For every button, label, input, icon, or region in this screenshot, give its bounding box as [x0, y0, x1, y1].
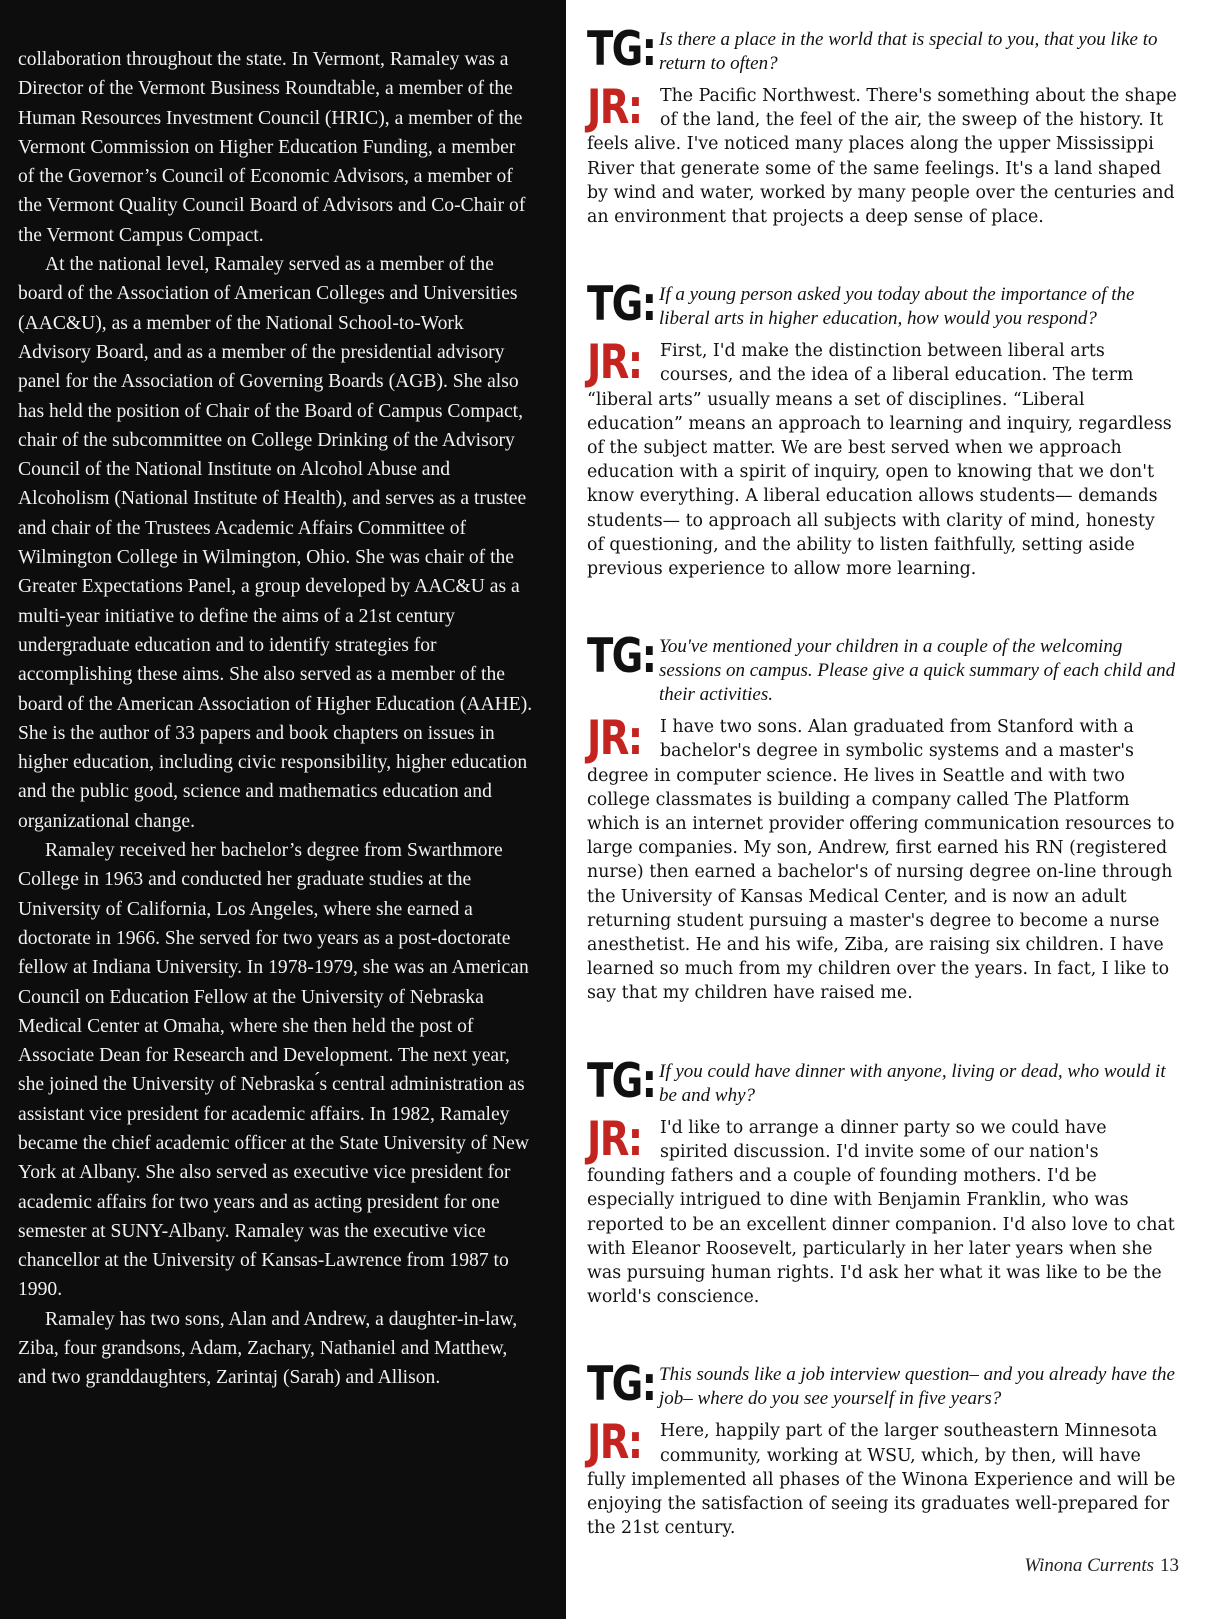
bio-paragraph-2: At the national level, Ramaley served as a member of the board of the Association of American Colleges and Universities (AAC&U), as a member of the National School-to-Work Advisory Board, and as a member of the presidential advisory panel for the Association of Governing Boards (AGB). She also has held the position of Chair of the Board of Campus Compact, chair of the subcommittee on College Drinking of the Advisory Council of the National Institute on Alcohol Abuse and Alcoholism (National Institute of Health), and serves as a trustee and chair of the Trustees Academic Affairs Committee of Wilmington College in Wilmington, Ohio. She was chair of the Greater Expectations Panel, a group developed by AAC&U as a multi-year initiative to define the aims of a 21st century undergraduate education and to identify strategies for accomplishing these aims. She also served as a member of the board of the American Association of Higher Education (AAHE). She is the author of 33 papers and book chapters on issues in higher education, including civic responsibility, higher education and the public good, science and mathematics education and organizational change. [18, 254, 533, 832]
answer-text: Here, happily part of the larger southeastern Minnesota community, working at WSU, which, by then, will have fully implemented all phases of the Winona Experience and will be enjoying the satisfaction of seeing its graduates well-prepared for the 21st century. [587, 1421, 1176, 1539]
interviewer-tag: TG: [587, 1053, 656, 1109]
interviewer-tag: TG: [587, 629, 656, 685]
answer-block [587, 1415, 1177, 1540]
qa-block-2 [587, 277, 1177, 581]
question-text: Is there a place in the world that is special to you, that you like to return to often? [659, 29, 1158, 74]
interviewer-tag: TG: [587, 277, 656, 333]
question-text: If you could have dinner with anyone, living or dead, who would it be and why? [659, 1060, 1166, 1106]
bio-paragraph-4: Ramaley has two sons, Alan and Andrew, a daughter-in-law, Ziba, four grandsons, Adam, Zachary, Nathaniel and Matthew, and two granddaughters, Zarintaj (Sarah) and Allison. [18, 1308, 518, 1389]
answer-text: I'd like to arrange a dinner party so we could have spirited discussion. I'd invite some of our nation's founding fathers and a couple of founding mothers. I'd be especially intrigued to dine with Benjamin Franklin, who was reported to be an excellent dinner companion. I'd also love to chat with Eleanor Roosevelt, particularly in her later years when she was pursuing human rights. I'd ask her what it was like to be the world's conscience. [587, 1117, 1175, 1308]
qa-block-1 [587, 22, 1177, 229]
question-text: This sounds like a job interview question– and you already have the job– where do you see yourself in five years? [659, 1364, 1175, 1410]
answer-block [587, 80, 1177, 229]
answer-block [587, 335, 1177, 581]
publication-name: Winona Currents [1024, 1555, 1154, 1576]
qa-block-4 [587, 1053, 1177, 1310]
bio-paragraph-3: Ramaley received her bachelor’s degree from Swarthmore College in 1963 and conducted her graduate studies at the University of California, Los Angeles, where she earned a doctorate in 1966. She served for two years as a post-doctorate fellow at Indiana University. In 1978-1979, she was an American Council on Education Fellow at the University of Nebraska Medical Center at Omaha, where she then held the post of Associate Dean for Research and Development. The next year, she joined the University of Nebraska ́s central administration as assistant vice president for academic affairs. In 1982, Ramaley became the chief academic officer at the State University of New York at Albany. She also served as executive vice president for academic affairs for two years and as acting president for one semester at SUNY-Albany. Ramaley was the executive vice chancellor at the University of Kansas-Lawrence from 1987 to 1990. [18, 840, 530, 1301]
respondent-tag: JR: [587, 335, 642, 391]
respondent-tag: JR: [587, 711, 642, 767]
interviewer-tag: TG: [587, 22, 656, 77]
bio-paragraph-1: collaboration throughout the state. In Vermont, Ramaley was a Director of the Vermont Business Roundtable, a member of the Human Resources Investment Council (HRIC), a member of the Vermont Commission on Higher Education Funding, a member of the Governor’s Council of Economic Advisors, a member of the Vermont Quality Council Board of Advisors and Co-Chair of the Vermont Campus Compact. [18, 49, 526, 246]
answer-text: First, I'd make the distinction between liberal arts courses, and the idea of a liberal education. The term “liberal arts” usually means a set of disciplines. “Liberal education” means an approach to learning and inquiry, regardless of the subject matter. We are best served when we approach education with a spirit of inquiry, open to knowing that we don't know everything. A liberal education allows students— demands students— to approach all subjects with clarity of mind, honesty of questioning, and the ability to listen faithfully, setting aside previous experience to allow more learning. [587, 341, 1172, 580]
interview-column [587, 22, 1177, 1592]
respondent-tag: JR: [587, 1415, 642, 1471]
qa-block-3 [587, 629, 1177, 1005]
question-text: You've mentioned your children in a couple of the welcoming sessions on campus. Please give a quick summary of each child and their activities. [659, 636, 1176, 706]
answer-text: I have two sons. Alan graduated from Stanford with a bachelor's degree in symbolic systems and a master's degree in computer science. He lives in Seattle and with two college classmates is building a company called The Platform which is an internet provider offering communication resources to large companies. My son, Andrew, first earned his RN (registered nurse) then earned a bachelor's of nursing degree on-line through the University of Kansas Medical Center, and is now an adult returning student pursuing a master's degree to become a nurse anesthetist. He and his wife, Ziba, are raising six children. I have learned so much from my children over the years. In fact, I like to say that my children have raised me. [587, 717, 1175, 1004]
question-text: If a young person asked you today about the importance of the liberal arts in higher education, how would you respond? [659, 284, 1135, 330]
page-footer [1024, 1555, 1179, 1577]
answer-block [587, 1111, 1177, 1310]
interviewer-tag: TG: [587, 1357, 656, 1413]
qa-block-5 [587, 1357, 1177, 1540]
page-number: 13 [1160, 1555, 1179, 1576]
answer-text: The Pacific Northwest. There's something about the shape of the land, the feel of the air, the sweep of the history. It feels alive. I've noticed many places along the upper Mississippi River that generate some of the same feelings. It's a land shaped by wind and water, worked by many people over the centuries and an environment that projects a deep sense of place. [587, 86, 1177, 228]
respondent-tag: JR: [587, 80, 642, 135]
biography-column [0, 0, 566, 1619]
answer-block [587, 711, 1177, 1005]
respondent-tag: JR: [587, 1111, 642, 1167]
